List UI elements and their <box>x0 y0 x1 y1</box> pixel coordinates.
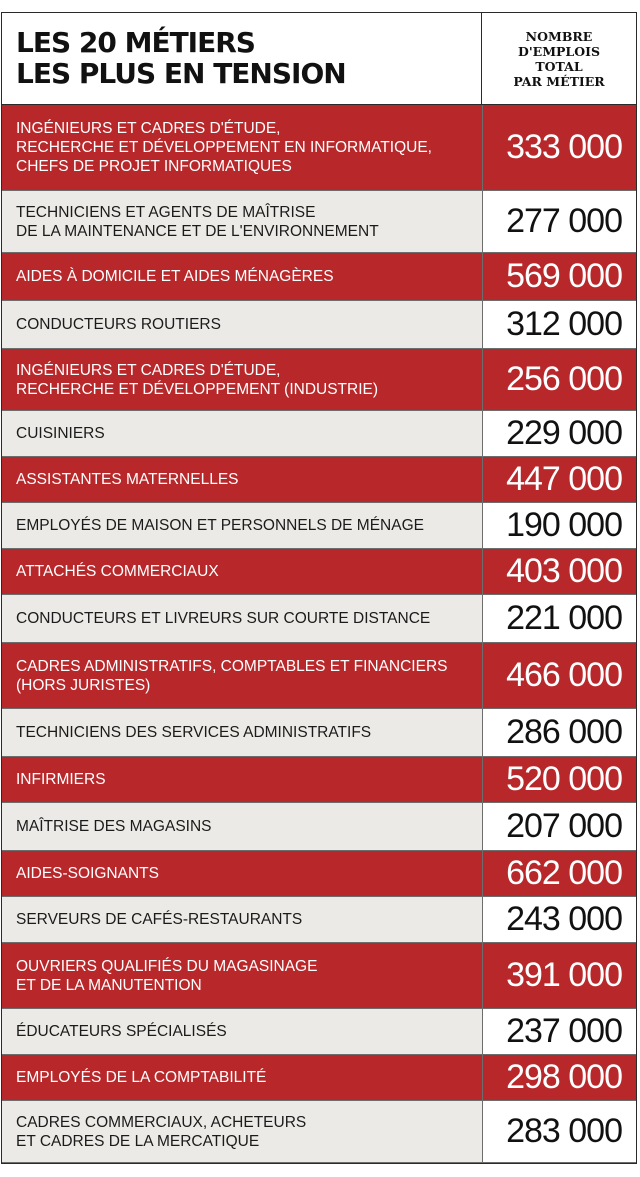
job-label-line: AIDES-SOIGNANTS <box>16 865 159 882</box>
job-label-line: SERVEURS DE CAFÉS-RESTAURANTS <box>16 911 303 928</box>
table-row <box>2 503 636 549</box>
job-label <box>2 1055 482 1100</box>
table-row <box>2 595 636 643</box>
job-label-line: MAÎTRISE DES MAGASINS <box>16 818 212 835</box>
table-row <box>2 253 636 301</box>
job-label <box>2 709 482 756</box>
job-count: 447 000 <box>482 457 636 502</box>
table-row <box>2 1101 636 1163</box>
table-row <box>2 757 636 803</box>
job-count: 221 000 <box>482 595 636 642</box>
job-label <box>2 1009 482 1054</box>
jobs-table <box>1 12 637 1164</box>
job-label <box>2 757 482 802</box>
column-header-line: NOMBRE <box>525 28 593 44</box>
job-label-line: INGÉNIEURS ET CADRES D'ÉTUDE, <box>16 361 281 379</box>
job-count: 207 000 <box>482 803 636 850</box>
job-label-line: INGÉNIEURS ET CADRES D'ÉTUDE, <box>16 120 281 137</box>
table-row <box>2 191 636 253</box>
job-label-line: CONDUCTEURS ROUTIERS <box>16 316 221 333</box>
table-row <box>2 943 636 1009</box>
job-label-line: DE LA MAINTENANCE ET DE L'ENVIRONNEMENT <box>16 222 379 240</box>
job-label-line: CADRES COMMERCIAUX, ACHETEURS <box>16 1113 307 1131</box>
job-label <box>2 349 482 410</box>
table-header <box>2 13 636 105</box>
job-count: 190 000 <box>482 503 636 548</box>
job-count: 229 000 <box>482 411 636 456</box>
job-label <box>2 851 482 896</box>
column-header <box>481 13 636 104</box>
job-count: 466 000 <box>482 643 636 708</box>
job-label-line: TECHNICIENS ET AGENTS DE MAÎTRISE <box>16 203 316 221</box>
table-row <box>2 457 636 503</box>
table-row <box>2 105 636 191</box>
table-row <box>2 1055 636 1101</box>
job-label-line: INFIRMIERS <box>16 771 106 788</box>
table-row <box>2 803 636 851</box>
table-row <box>2 411 636 457</box>
column-header-line: PAR MÉTIER <box>513 73 605 89</box>
job-label-line: ASSISTANTES MATERNELLES <box>16 471 239 488</box>
job-label <box>2 897 482 942</box>
job-count: 277 000 <box>482 191 636 252</box>
table-row <box>2 549 636 595</box>
job-label <box>2 253 482 300</box>
job-label <box>2 943 482 1008</box>
job-label-line: CONDUCTEURS ET LIVREURS SUR COURTE DISTANCE <box>16 610 431 627</box>
job-count: 662 000 <box>482 851 636 896</box>
job-count: 403 000 <box>482 549 636 594</box>
job-label-line: EMPLOYÉS DE MAISON ET PERSONNELS DE MÉNAGE <box>16 517 424 534</box>
job-label <box>2 411 482 456</box>
job-label-line: AIDES À DOMICILE ET AIDES MÉNAGÈRES <box>16 268 334 285</box>
job-count: 569 000 <box>482 253 636 300</box>
job-label-line: ATTACHÉS COMMERCIAUX <box>16 563 219 580</box>
job-label-line: EMPLOYÉS DE LA COMPTABILITÉ <box>16 1069 267 1086</box>
job-count: 286 000 <box>482 709 636 756</box>
job-label-line: TECHNICIENS DES SERVICES ADMINISTRATIFS <box>16 724 372 741</box>
job-label-line: ÉDUCATEURS SPÉCIALISÉS <box>16 1023 227 1040</box>
column-header-line: D'EMPLOIS <box>518 43 600 59</box>
job-label-line: CUISINIERS <box>16 425 105 442</box>
job-label <box>2 643 482 708</box>
job-count: 298 000 <box>482 1055 636 1100</box>
title-line-1: LES 20 MÉTIERS <box>16 26 255 59</box>
job-label <box>2 105 482 190</box>
table-row <box>2 301 636 349</box>
job-count: 391 000 <box>482 943 636 1008</box>
job-count: 237 000 <box>482 1009 636 1054</box>
job-count: 283 000 <box>482 1101 636 1162</box>
job-count: 333 000 <box>482 105 636 190</box>
job-count: 520 000 <box>482 757 636 802</box>
title-line-2: LES PLUS EN TENSION <box>16 57 346 90</box>
job-label <box>2 549 482 594</box>
table-row <box>2 1009 636 1055</box>
job-label-line: CADRES ADMINISTRATIFS, COMPTABLES ET FINANCIERS <box>16 657 448 675</box>
table-row <box>2 349 636 411</box>
job-count: 256 000 <box>482 349 636 410</box>
column-header-line: TOTAL <box>535 58 583 74</box>
job-label-line: RECHERCHE ET DÉVELOPPEMENT (INDUSTRIE) <box>16 380 379 398</box>
job-label <box>2 803 482 850</box>
job-count: 312 000 <box>482 301 636 348</box>
job-label-line: ET DE LA MANUTENTION <box>16 976 202 994</box>
job-label <box>2 457 482 502</box>
job-label-line: CHEFS DE PROJET INFORMATIQUES <box>16 158 292 175</box>
table-row <box>2 897 636 943</box>
table-row <box>2 851 636 897</box>
job-label <box>2 301 482 348</box>
page-title <box>2 13 481 104</box>
job-label <box>2 191 482 252</box>
job-count: 243 000 <box>482 897 636 942</box>
table-row <box>2 709 636 757</box>
job-label <box>2 595 482 642</box>
job-label <box>2 503 482 548</box>
job-label-line: RECHERCHE ET DÉVELOPPEMENT EN INFORMATIQUE, <box>16 139 432 156</box>
table-body <box>2 105 636 1163</box>
job-label-line: OUVRIERS QUALIFIÉS DU MAGASINAGE <box>16 957 318 975</box>
table-row <box>2 643 636 709</box>
job-label-line: ET CADRES DE LA MERCATIQUE <box>16 1132 260 1150</box>
job-label <box>2 1101 482 1162</box>
job-label-line: (HORS JURISTES) <box>16 676 151 694</box>
